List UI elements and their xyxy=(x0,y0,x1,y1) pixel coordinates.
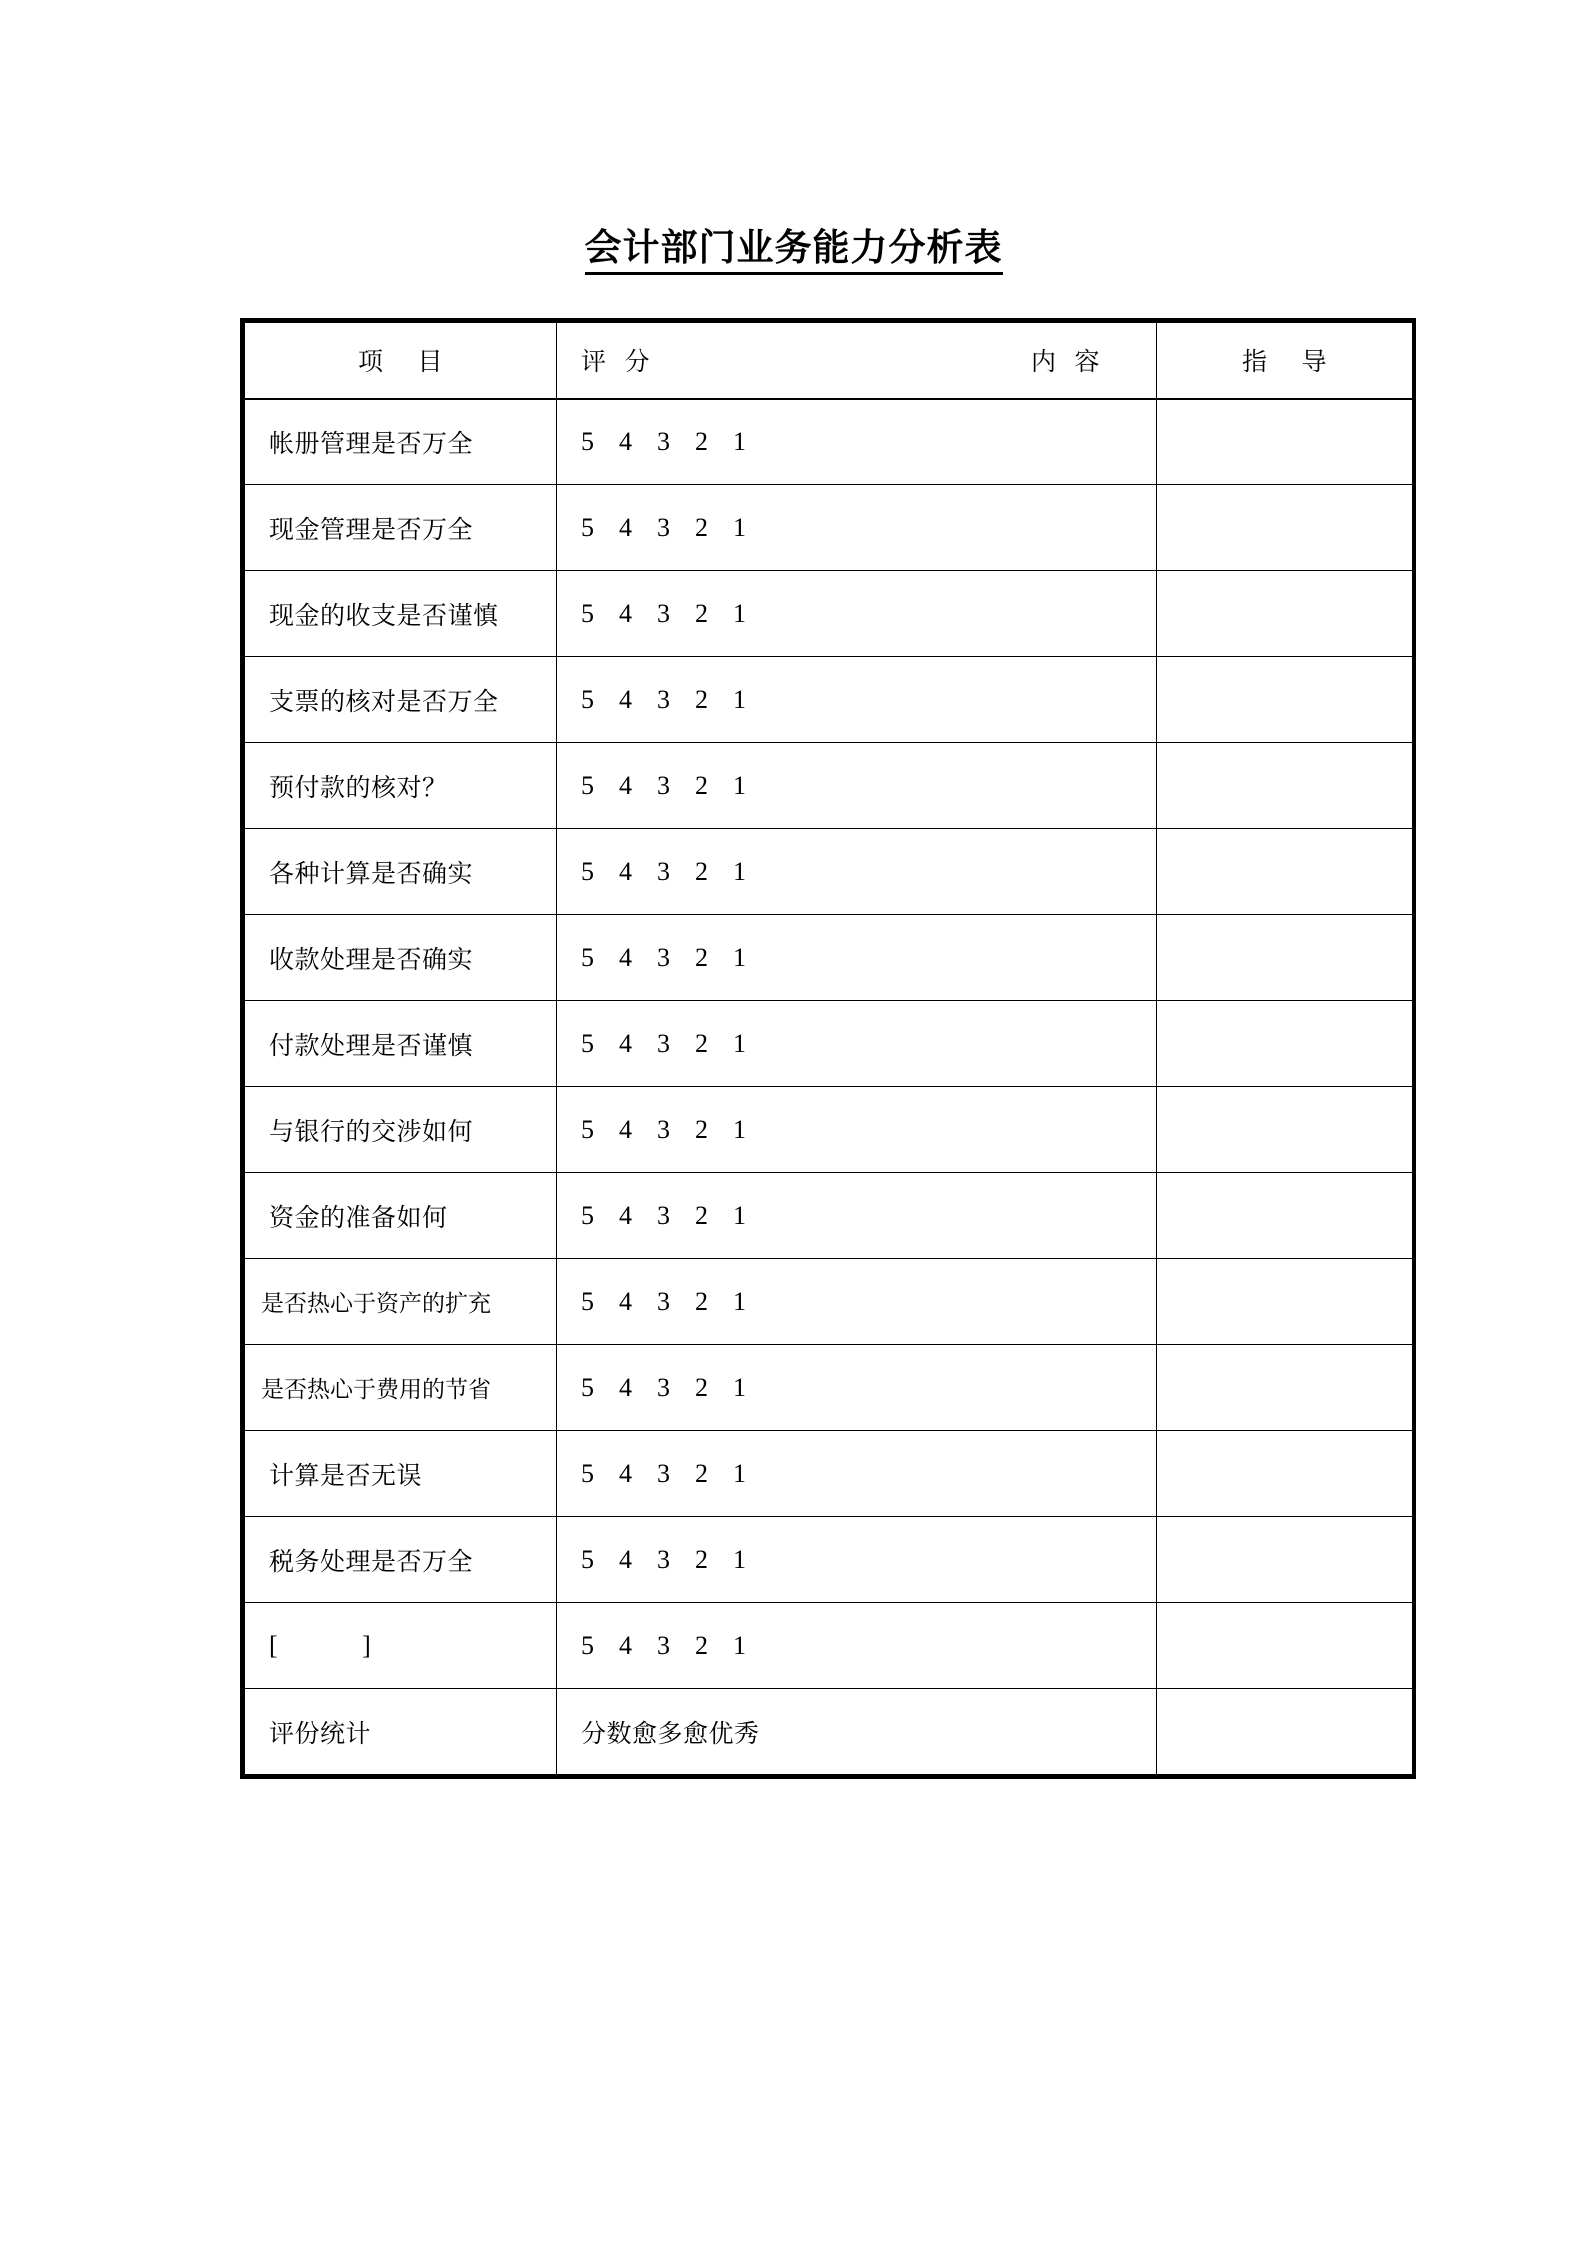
table-row xyxy=(245,1087,1413,1173)
row-guide-cell[interactable] xyxy=(1157,743,1413,829)
table-row xyxy=(245,1431,1413,1517)
header-cell-item xyxy=(245,323,557,399)
table-row xyxy=(245,1603,1413,1689)
row-guide-cell[interactable] xyxy=(1157,1603,1413,1689)
row-item-cell xyxy=(245,571,557,657)
score-option-4[interactable]: 4 xyxy=(619,1458,633,1488)
summary-note: 分数愈多愈优秀 xyxy=(581,1720,760,1748)
score-option-5[interactable]: 5 xyxy=(581,684,595,714)
row-item-cell xyxy=(245,915,557,1001)
score-option-5[interactable]: 5 xyxy=(581,1028,595,1058)
row-score-scale[interactable] xyxy=(557,1201,1156,1231)
score-option-5[interactable]: 5 xyxy=(581,1200,595,1230)
table-summary-row xyxy=(245,1689,1413,1775)
row-score-cell[interactable] xyxy=(557,1173,1157,1259)
score-option-2[interactable]: 2 xyxy=(695,942,709,972)
row-guide-cell[interactable] xyxy=(1157,1259,1413,1345)
score-option-3[interactable]: 3 xyxy=(657,1200,671,1230)
row-item-cell xyxy=(245,485,557,571)
header-content-char-2: 容 xyxy=(1074,349,1100,377)
row-score-cell[interactable] xyxy=(557,485,1157,571)
score-option-2[interactable]: 2 xyxy=(695,598,709,628)
score-option-5[interactable]: 5 xyxy=(581,512,595,542)
score-option-5[interactable]: 5 xyxy=(581,1114,595,1144)
score-option-1[interactable]: 1 xyxy=(733,1458,747,1488)
header-content-group xyxy=(1031,342,1100,378)
table-row xyxy=(245,1517,1413,1603)
score-option-5[interactable]: 5 xyxy=(581,598,595,628)
row-score-scale[interactable] xyxy=(557,1115,1156,1145)
summary-guide-cell[interactable] xyxy=(1157,1689,1413,1775)
score-option-5[interactable]: 5 xyxy=(581,426,595,456)
row-score-scale[interactable] xyxy=(557,513,1156,543)
score-option-3[interactable]: 3 xyxy=(657,856,671,886)
row-guide-cell[interactable] xyxy=(1157,1345,1413,1431)
row-score-cell[interactable] xyxy=(557,571,1157,657)
score-option-1[interactable]: 1 xyxy=(733,1028,747,1058)
row-item-cell[interactable] xyxy=(245,1603,557,1689)
score-option-1[interactable]: 1 xyxy=(733,1544,747,1574)
score-option-2[interactable]: 2 xyxy=(695,856,709,886)
row-item-label: 付款处理是否谨慎 xyxy=(269,1032,474,1060)
row-guide-cell[interactable] xyxy=(1157,829,1413,915)
score-option-2[interactable]: 2 xyxy=(695,1286,709,1316)
score-option-2[interactable]: 2 xyxy=(695,512,709,542)
header-item-label xyxy=(245,342,556,378)
summary-note-cell xyxy=(557,1689,1157,1775)
row-score-cell[interactable] xyxy=(557,829,1157,915)
table-row xyxy=(245,657,1413,743)
score-option-4[interactable]: 4 xyxy=(619,1286,633,1316)
table-header-row xyxy=(245,323,1413,399)
score-option-3[interactable]: 3 xyxy=(657,1372,671,1402)
row-item-cell xyxy=(245,1087,557,1173)
score-option-3[interactable]: 3 xyxy=(657,1028,671,1058)
row-guide-cell[interactable] xyxy=(1157,485,1413,571)
score-option-4[interactable]: 4 xyxy=(619,598,633,628)
row-item-label: 帐册管理是否万全 xyxy=(269,430,474,458)
header-cell-guide xyxy=(1157,323,1413,399)
score-option-4[interactable]: 4 xyxy=(619,1200,633,1230)
header-score-group xyxy=(581,342,650,378)
header-item-char-2: 目 xyxy=(417,349,444,377)
score-option-1[interactable]: 1 xyxy=(733,598,747,628)
score-option-5[interactable]: 5 xyxy=(581,1458,595,1488)
row-score-scale[interactable] xyxy=(557,685,1156,715)
score-option-5[interactable]: 5 xyxy=(581,1544,595,1574)
row-item-label: 现金管理是否万全 xyxy=(269,516,474,544)
row-score-cell[interactable] xyxy=(557,1603,1157,1689)
row-score-cell[interactable] xyxy=(557,915,1157,1001)
page-title xyxy=(0,228,1587,275)
analysis-table xyxy=(244,322,1413,1775)
row-guide-cell[interactable] xyxy=(1157,1517,1413,1603)
score-option-4[interactable]: 4 xyxy=(619,856,633,886)
summary-item-cell xyxy=(245,1689,557,1775)
score-option-3[interactable]: 3 xyxy=(657,1458,671,1488)
row-score-scale[interactable] xyxy=(557,1631,1156,1661)
page-title-text: 会计部门业务能力分析表 xyxy=(585,228,1003,275)
table-row xyxy=(245,1345,1413,1431)
score-option-4[interactable]: 4 xyxy=(619,942,633,972)
row-item-cell xyxy=(245,743,557,829)
score-option-4[interactable]: 4 xyxy=(619,770,633,800)
header-score-content-label xyxy=(557,342,1156,378)
row-guide-cell[interactable] xyxy=(1157,1173,1413,1259)
row-score-cell[interactable] xyxy=(557,399,1157,485)
header-cell-score-content xyxy=(557,323,1157,399)
row-item-cell xyxy=(245,829,557,915)
score-option-4[interactable]: 4 xyxy=(619,512,633,542)
score-option-2[interactable]: 2 xyxy=(695,1544,709,1574)
table-row xyxy=(245,399,1413,485)
score-option-3[interactable]: 3 xyxy=(657,426,671,456)
row-score-scale[interactable] xyxy=(557,1459,1156,1489)
score-option-2[interactable]: 2 xyxy=(695,1200,709,1230)
score-option-1[interactable]: 1 xyxy=(733,942,747,972)
row-item-cell xyxy=(245,657,557,743)
row-item-label: 是否热心于费用的节省 xyxy=(261,1377,491,1402)
row-guide-cell[interactable] xyxy=(1157,1001,1413,1087)
header-guide-char-1: 指 xyxy=(1241,349,1268,377)
score-option-2[interactable]: 2 xyxy=(695,1630,709,1660)
row-item-label: 收款处理是否确实 xyxy=(269,946,474,974)
score-option-4[interactable]: 4 xyxy=(619,684,633,714)
row-item-blank-bracket[interactable]: [ ] xyxy=(269,1630,372,1660)
row-item-label: 资金的准备如何 xyxy=(269,1204,448,1232)
table-row xyxy=(245,1173,1413,1259)
row-item-label: 现金的收支是否谨慎 xyxy=(269,602,499,630)
score-option-5[interactable]: 5 xyxy=(581,856,595,886)
score-option-4[interactable]: 4 xyxy=(619,1372,633,1402)
table-row xyxy=(245,915,1413,1001)
row-score-scale[interactable] xyxy=(557,771,1156,801)
score-option-1[interactable]: 1 xyxy=(733,1372,747,1402)
row-item-label: 计算是否无误 xyxy=(269,1462,423,1490)
row-score-cell[interactable] xyxy=(557,1345,1157,1431)
row-guide-cell[interactable] xyxy=(1157,399,1413,485)
table-body xyxy=(245,323,1413,1775)
table-row xyxy=(245,1259,1413,1345)
score-option-1[interactable]: 1 xyxy=(733,1286,747,1316)
score-option-5[interactable]: 5 xyxy=(581,1630,595,1660)
score-option-4[interactable]: 4 xyxy=(619,1630,633,1660)
row-item-cell xyxy=(245,1517,557,1603)
score-option-3[interactable]: 3 xyxy=(657,942,671,972)
score-option-5[interactable]: 5 xyxy=(581,1286,595,1316)
row-item-cell xyxy=(245,1259,557,1345)
row-score-cell[interactable] xyxy=(557,1431,1157,1517)
score-option-4[interactable]: 4 xyxy=(619,1114,633,1144)
score-option-3[interactable]: 3 xyxy=(657,598,671,628)
score-option-1[interactable]: 1 xyxy=(733,770,747,800)
row-item-cell xyxy=(245,399,557,485)
score-option-4[interactable]: 4 xyxy=(619,426,633,456)
row-score-scale[interactable] xyxy=(557,1373,1156,1403)
row-score-scale[interactable] xyxy=(557,943,1156,973)
score-option-4[interactable]: 4 xyxy=(619,1544,633,1574)
row-item-cell xyxy=(245,1431,557,1517)
table-row xyxy=(245,485,1413,571)
score-option-1[interactable]: 1 xyxy=(733,426,747,456)
analysis-table-wrapper xyxy=(240,318,1416,1779)
score-option-1[interactable]: 1 xyxy=(733,1630,747,1660)
row-item-label: 支票的核对是否万全 xyxy=(269,688,499,716)
row-item-label: 税务处理是否万全 xyxy=(269,1548,474,1576)
score-option-3[interactable]: 3 xyxy=(657,770,671,800)
row-score-scale[interactable] xyxy=(557,1287,1156,1317)
row-item-label: 是否热心于资产的扩充 xyxy=(261,1291,491,1316)
score-option-3[interactable]: 3 xyxy=(657,1630,671,1660)
row-score-cell[interactable] xyxy=(557,657,1157,743)
score-option-1[interactable]: 1 xyxy=(733,1200,747,1230)
row-item-label: 各种计算是否确实 xyxy=(269,860,474,888)
row-score-cell[interactable] xyxy=(557,1001,1157,1087)
summary-label: 评份统计 xyxy=(269,1720,372,1748)
score-option-1[interactable]: 1 xyxy=(733,856,747,886)
row-score-cell[interactable] xyxy=(557,1517,1157,1603)
score-option-2[interactable]: 2 xyxy=(695,1114,709,1144)
row-score-cell[interactable] xyxy=(557,1087,1157,1173)
row-item-label: 预付款的核对？ xyxy=(269,774,448,802)
score-option-5[interactable]: 5 xyxy=(581,1372,595,1402)
score-option-3[interactable]: 3 xyxy=(657,1114,671,1144)
score-option-1[interactable]: 1 xyxy=(733,684,747,714)
table-row xyxy=(245,743,1413,829)
header-guide-char-2: 导 xyxy=(1301,349,1328,377)
row-score-scale[interactable] xyxy=(557,1545,1156,1575)
score-option-2[interactable]: 2 xyxy=(695,770,709,800)
score-option-5[interactable]: 5 xyxy=(581,942,595,972)
row-score-scale[interactable] xyxy=(557,857,1156,887)
score-option-3[interactable]: 3 xyxy=(657,512,671,542)
score-option-3[interactable]: 3 xyxy=(657,1286,671,1316)
row-score-scale[interactable] xyxy=(557,427,1156,457)
row-guide-cell[interactable] xyxy=(1157,571,1413,657)
row-guide-cell[interactable] xyxy=(1157,1087,1413,1173)
score-option-3[interactable]: 3 xyxy=(657,684,671,714)
table-row xyxy=(245,1001,1413,1087)
score-option-4[interactable]: 4 xyxy=(619,1028,633,1058)
header-guide-label xyxy=(1157,342,1412,378)
score-option-1[interactable]: 1 xyxy=(733,1114,747,1144)
score-option-1[interactable]: 1 xyxy=(733,512,747,542)
row-score-cell[interactable] xyxy=(557,1259,1157,1345)
table-row xyxy=(245,829,1413,915)
score-option-2[interactable]: 2 xyxy=(695,1458,709,1488)
row-item-label: 与银行的交涉如何 xyxy=(269,1118,474,1146)
score-option-2[interactable]: 2 xyxy=(695,426,709,456)
row-score-cell[interactable] xyxy=(557,743,1157,829)
table-row xyxy=(245,571,1413,657)
header-content-char-1: 内 xyxy=(1030,349,1057,377)
header-score-char-2: 分 xyxy=(624,349,651,377)
header-item-char-1: 项 xyxy=(357,349,384,377)
score-option-2[interactable]: 2 xyxy=(695,1028,709,1058)
row-score-scale[interactable] xyxy=(557,1029,1156,1059)
score-option-3[interactable]: 3 xyxy=(657,1544,671,1574)
row-item-cell xyxy=(245,1001,557,1087)
row-score-scale[interactable] xyxy=(557,599,1156,629)
row-guide-cell[interactable] xyxy=(1157,657,1413,743)
score-option-2[interactable]: 2 xyxy=(695,684,709,714)
row-item-cell xyxy=(245,1173,557,1259)
row-guide-cell[interactable] xyxy=(1157,1431,1413,1517)
score-option-2[interactable]: 2 xyxy=(695,1372,709,1402)
row-guide-cell[interactable] xyxy=(1157,915,1413,1001)
header-score-char-1: 评 xyxy=(581,349,607,377)
score-option-5[interactable]: 5 xyxy=(581,770,595,800)
row-item-cell xyxy=(245,1345,557,1431)
